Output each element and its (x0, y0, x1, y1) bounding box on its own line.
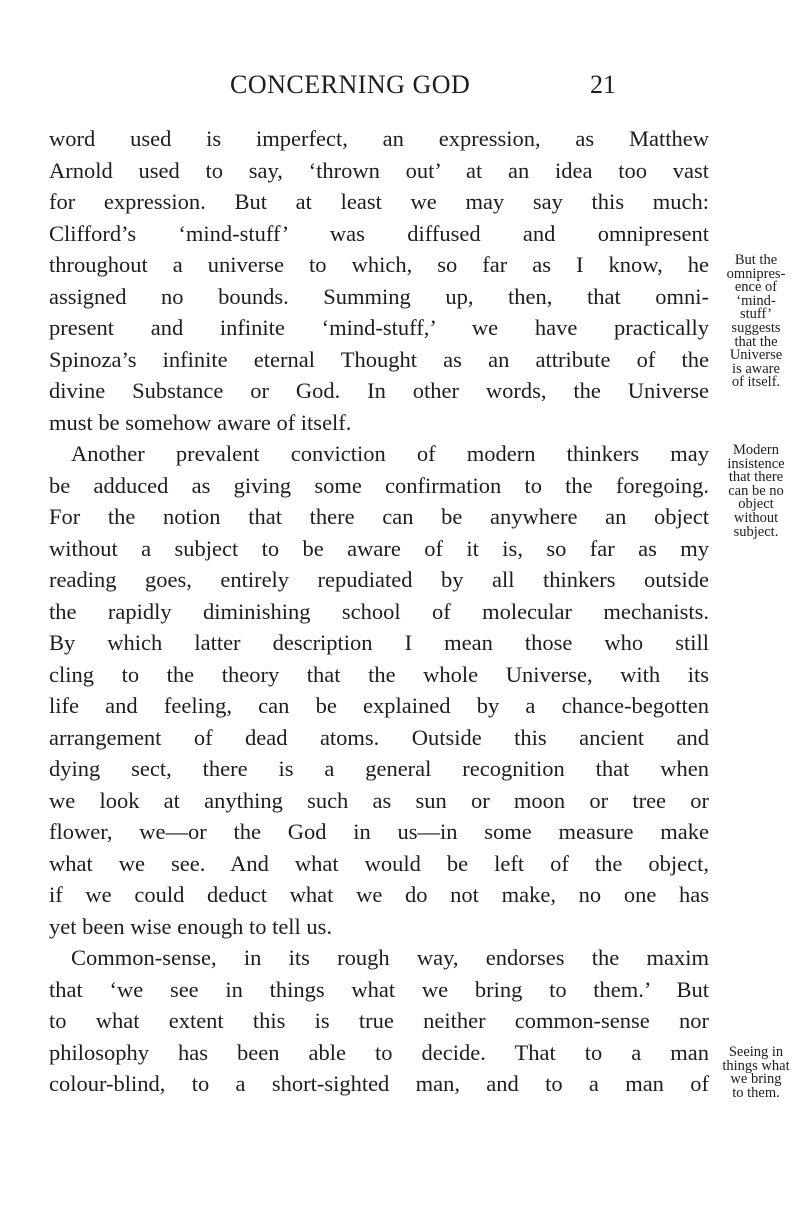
margin-note-line: ence of (734, 279, 778, 296)
margin-notes (714, 0, 800, 1224)
margin-note-line: object (738, 496, 774, 513)
text-line: Arnold used to say, ‘thrown out’ at an idea too vast (49, 157, 709, 183)
text-line: reading goes, entirely repudiated by all thinkers outside (49, 567, 709, 592)
margin-note-line: to them. (732, 1084, 780, 1101)
text-line: the rapidly diminishing school of molecular mechanists. (49, 598, 709, 624)
text-line: we look at anything such as sun or moon or tree or (49, 787, 709, 813)
margin-note-seeing (714, 1046, 798, 1100)
text-line: colour-blind, to a short-sighted man, and to a man of (49, 1071, 709, 1096)
margin-note-line: subject. (733, 523, 779, 540)
margin-note-line: suggests (731, 319, 781, 336)
text-line: present and infinite ‘mind-stuff,’ we have practically (49, 315, 709, 340)
margin-note-line: Universe (729, 347, 783, 364)
text-line: flower, we—or the God in us—in some measure make (49, 819, 709, 844)
margin-note-line: ‘mind- (736, 292, 776, 309)
text-line: to what extent this is true neither common-sense nor (49, 1008, 709, 1033)
margin-note-line: But the (734, 252, 778, 268)
margin-note-line: we bring (730, 1071, 782, 1088)
margin-note-line: without (733, 509, 779, 526)
margin-note-line: insistence (727, 455, 785, 472)
text-line: word used is imperfect, an expression, as Matthew (49, 126, 709, 151)
text-line: cling to the theory that the whole Universe, with its (49, 661, 709, 687)
margin-note-line: omnipres- (726, 265, 786, 282)
text-line: throughout a universe to which, so far as I know, he (49, 252, 709, 277)
text-line: for expression. But at least we may say this much: (49, 189, 709, 214)
margin-note-awareness (714, 254, 798, 390)
text-line: Common-sense, in its rough way, endorses the maxim (71, 945, 709, 970)
margin-note-modern-insistence (714, 444, 798, 539)
text-line: philosophy has been able to decide. That to a man (49, 1039, 709, 1065)
margin-note-line: Seeing in (728, 1044, 784, 1060)
margin-note-line: that the (734, 333, 778, 350)
text-line: life and feeling, can be explained by a chance-begotten (49, 693, 709, 718)
text-line: what we see. And what would be left of the object, (49, 850, 709, 876)
margin-note-line: things what (722, 1057, 790, 1074)
text-line: By which latter description I mean those who still (49, 630, 709, 655)
margin-note-line: is aware (732, 360, 780, 377)
text-line: without a subject to be aware of it is, so far as my (49, 535, 709, 561)
running-title: CONCERNING GOD (230, 70, 471, 99)
page-number: 21 (590, 70, 616, 99)
text-line: For the notion that there can be anywhere an object (49, 504, 709, 529)
text-line: if we could deduct what we do not make, no one has (49, 882, 709, 907)
text-line: dying sect, there is a general recognition that when (49, 756, 709, 781)
text-line: assigned no bounds. Summing up, then, that omni- (49, 283, 709, 309)
margin-note-line: that there (728, 469, 784, 486)
text-line: must be somehow aware of itself. (49, 409, 352, 435)
text-line: yet been wise enough to tell us. (49, 913, 333, 939)
margin-note-line: Modern (733, 442, 779, 458)
text-line: arrangement of dead atoms. Outside this ancient and (49, 724, 709, 750)
text-line: Spinoza’s infinite eternal Thought as an attribute of the (49, 346, 709, 372)
text-line: Another prevalent conviction of modern thinkers may (71, 441, 709, 466)
margin-note-line: of itself. (731, 374, 781, 391)
margin-note-line: can be no (728, 482, 784, 499)
text-line: be adduced as giving some confirmation to the foregoing. (49, 472, 709, 498)
margin-note-line: stuff’ (740, 306, 772, 323)
text-line: divine Substance or God. In other words, the Universe (49, 378, 709, 403)
running-head (0, 70, 800, 110)
text-line: Clifford’s ‘mind-stuff’ was diffused and omnipresent (49, 220, 709, 246)
text-line: that ‘we see in things what we bring to them.’ But (49, 976, 709, 1002)
body-text (49, 123, 709, 1100)
